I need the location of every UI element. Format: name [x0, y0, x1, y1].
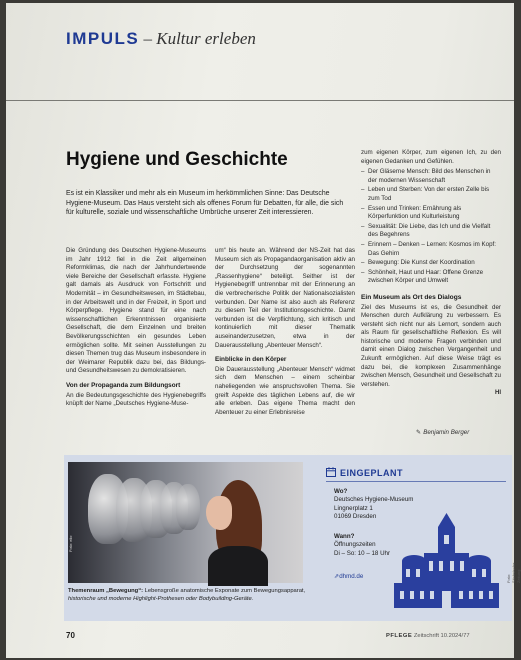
eingeplant-divider [326, 481, 506, 482]
subheading: Ein Museum als Ort des Dialogs [361, 293, 462, 301]
body-paragraph: zum eigenen Körper, zum eigenen Ich, zu den eigenen Gedanken und Gefühlen. [361, 149, 501, 165]
caption-lead: Themenraum „Bewegung“: [68, 588, 144, 594]
photo-caption [68, 587, 308, 603]
section-subtitle: Kultur erleben [156, 29, 256, 48]
list-item: – Erinnern – Denken – Lernen: Kosmos im Kopf: Das Gehirn [361, 241, 501, 258]
address-line: Deutsches Hygiene-Museum [334, 496, 414, 504]
list-item: – Essen und Trinken: Ernährung als Körperfunktion und Kulturleistung [361, 205, 501, 222]
magazine-name: PFLEGE [386, 633, 413, 639]
body-paragraph: Die Gründung des Deutschen Hygiene-Museums im Jahr 1912 fiel in die Zeit allgemeinen Reformklimas, die nach der Jahrhundertwende viele Bereiche der Gesellschaft erfasste. Hygiene galt damals als Ausdruck von Fortschritt und Modernität – im Gesundheitswesen, im Städtebau, in der Arbeitswelt und in der Freizeit, in Sport und Körperpflege. Hygiene stand für eine nach wissenschaftlichen Erkenntnissen organisierte Gesellschaft, die dem Einzelnen und breiten Bevölkerungsschichten ein gesundes Leben ermöglichen sollte. Mit seinen Ausstellungen zu diesen Themen trug das Museum insbesondere in der Weimarer Republik dazu bei, das Bildungs- und Gesundheitswesen zu demokratisieren. [66, 247, 206, 375]
subheading: Von der Propaganda zum Bildungsort [66, 381, 181, 389]
list-item: – Bewegung: Die Kunst der Koordination [361, 259, 501, 268]
article-lead: Es ist ein Klassiker und mehr als ein Museum im herkömmlichen Sinne: Das Deutsche Hygiene-Museum. Das Haus versteht sich als offenes Forum für Debatten, für alle, die sich für kulturelle, soziale und wissenschaftliche Umbrüche unserer Zeit interessieren. [66, 190, 344, 217]
body-paragraph: Ziel des Museums ist es, die Gesundheit der Menschen durch Aufklärung zu verbessern. Es versteht sich nicht nur als Lernort, sondern auch als Raum für gesellschaftliche Reflexion. Es will historische und moderne Fragen verbinden und damit einen Dialog zwischen Vergangenheit und Zukunft ermöglichen. Auf diese Weise trägt es dazu bei, die komplexen Zusammenhänge zwischen Mensch, Gesundheit und Gesellschaft zu verstehen. [361, 303, 501, 388]
hours-label: Wann? [334, 533, 355, 540]
list-item: – Sexualität: Die Liebe, das Ich und die Vielfalt des Begehrens [361, 223, 501, 240]
address-line: Lingnerplatz 1 [334, 504, 373, 512]
subheading: Einblicke in den Körper [215, 356, 287, 364]
body-paragraph: An die Bedeutungsgeschichte des Hygienebegriffs knüpft der Name „Deutsches Hygiene-Muse- [66, 391, 206, 408]
author-name: Benjamin Berger [423, 429, 470, 436]
author-line [416, 429, 469, 436]
address-line: 01069 Dresden [334, 513, 377, 521]
caption-text: Lebensgroße anatomische Exponate zum Bewegungsapparat, [143, 588, 306, 594]
opening-hours-block [334, 533, 390, 558]
section-separator: – [139, 29, 157, 48]
article-column-1 [66, 247, 206, 409]
section-brand: IMPULS [66, 29, 140, 48]
list-item: – Der Gläserne Mensch: Bild des Menschen in der modernen Wissenschaft [361, 168, 501, 185]
hours-line: Di – So: 10 – 18 Uhr [334, 549, 391, 557]
anatomical-head-figure [176, 484, 200, 530]
page-number: 70 [66, 631, 75, 640]
article-column-2 [215, 247, 355, 417]
body-paragraph: Die Dauerausstellung „Abenteuer Mensch“ widmet sich dem Menschen – einem scheinbar naheliegenden wie anspruchsvollen Thema. Sie greift Aspekte des täglichen Lebens auf, die wir alle erleben. Das eigene Thema macht den Abenteuer zu einer Erlebnisreise [215, 365, 355, 416]
list-item: – Leben und Sterben: Von der ersten Zelle bis zum Tod [361, 186, 501, 203]
article-column-3 [361, 149, 501, 398]
magazine-issue: Zeitschrift 10.2024/77 [412, 633, 470, 639]
section-header [66, 29, 256, 49]
magazine-footer [386, 633, 470, 639]
article-title: Hygiene und Geschichte [66, 149, 288, 170]
location-label: Wo? [334, 488, 348, 495]
museum-building-illustration [394, 513, 499, 608]
magazine-page [6, 3, 521, 658]
illustration-credit: Foto: Sächsische Zeitung [506, 562, 521, 583]
end-mark: HI [495, 390, 501, 397]
body-paragraph: um“ bis heute an. Während der NS-Zeit hat das Museum sich als Propagandaorganisation aktiv an der Durchsetzung der sogenannten „Rassenhygiene“ beteiligt. Seither ist der Hygienebegriff untrennbar mit der Erinnerung an die verbrecherische Politik der Nationalsozialisten verbunden. Der Name ist also auch als Referenz zu diesem Teil der Institutionsgeschichte. Damit verbunden ist die Verpflichtung, sich kritisch und kontinuierlich mit dieser Thematik auseinanderzusetzen, etwa in der Dauerausstellung „Abenteuer Mensch“. [215, 247, 355, 349]
link-arrow-icon: ⇗ [334, 573, 340, 580]
photo-credit: Foto: elio [68, 535, 73, 552]
eingeplant-heading: EINGEPLANT [340, 468, 404, 478]
hours-line: Öffnungszeiten [334, 541, 376, 549]
website-link[interactable]: ⇗dhmd.de [334, 573, 364, 580]
exhibit-photo [68, 462, 303, 583]
exhibit-list [361, 168, 501, 286]
pen-icon: ✎ [416, 429, 422, 436]
header-divider [6, 100, 514, 101]
visitor-figure [198, 480, 268, 583]
info-panel [64, 455, 521, 621]
list-item: – Schönheit, Haut und Haar: Offene Grenze zwischen Körper und Umwelt [361, 269, 501, 286]
caption-text-italic: historische und moderne Highlight-Prothesen oder Bodybuilding-Geräte. [68, 596, 254, 602]
